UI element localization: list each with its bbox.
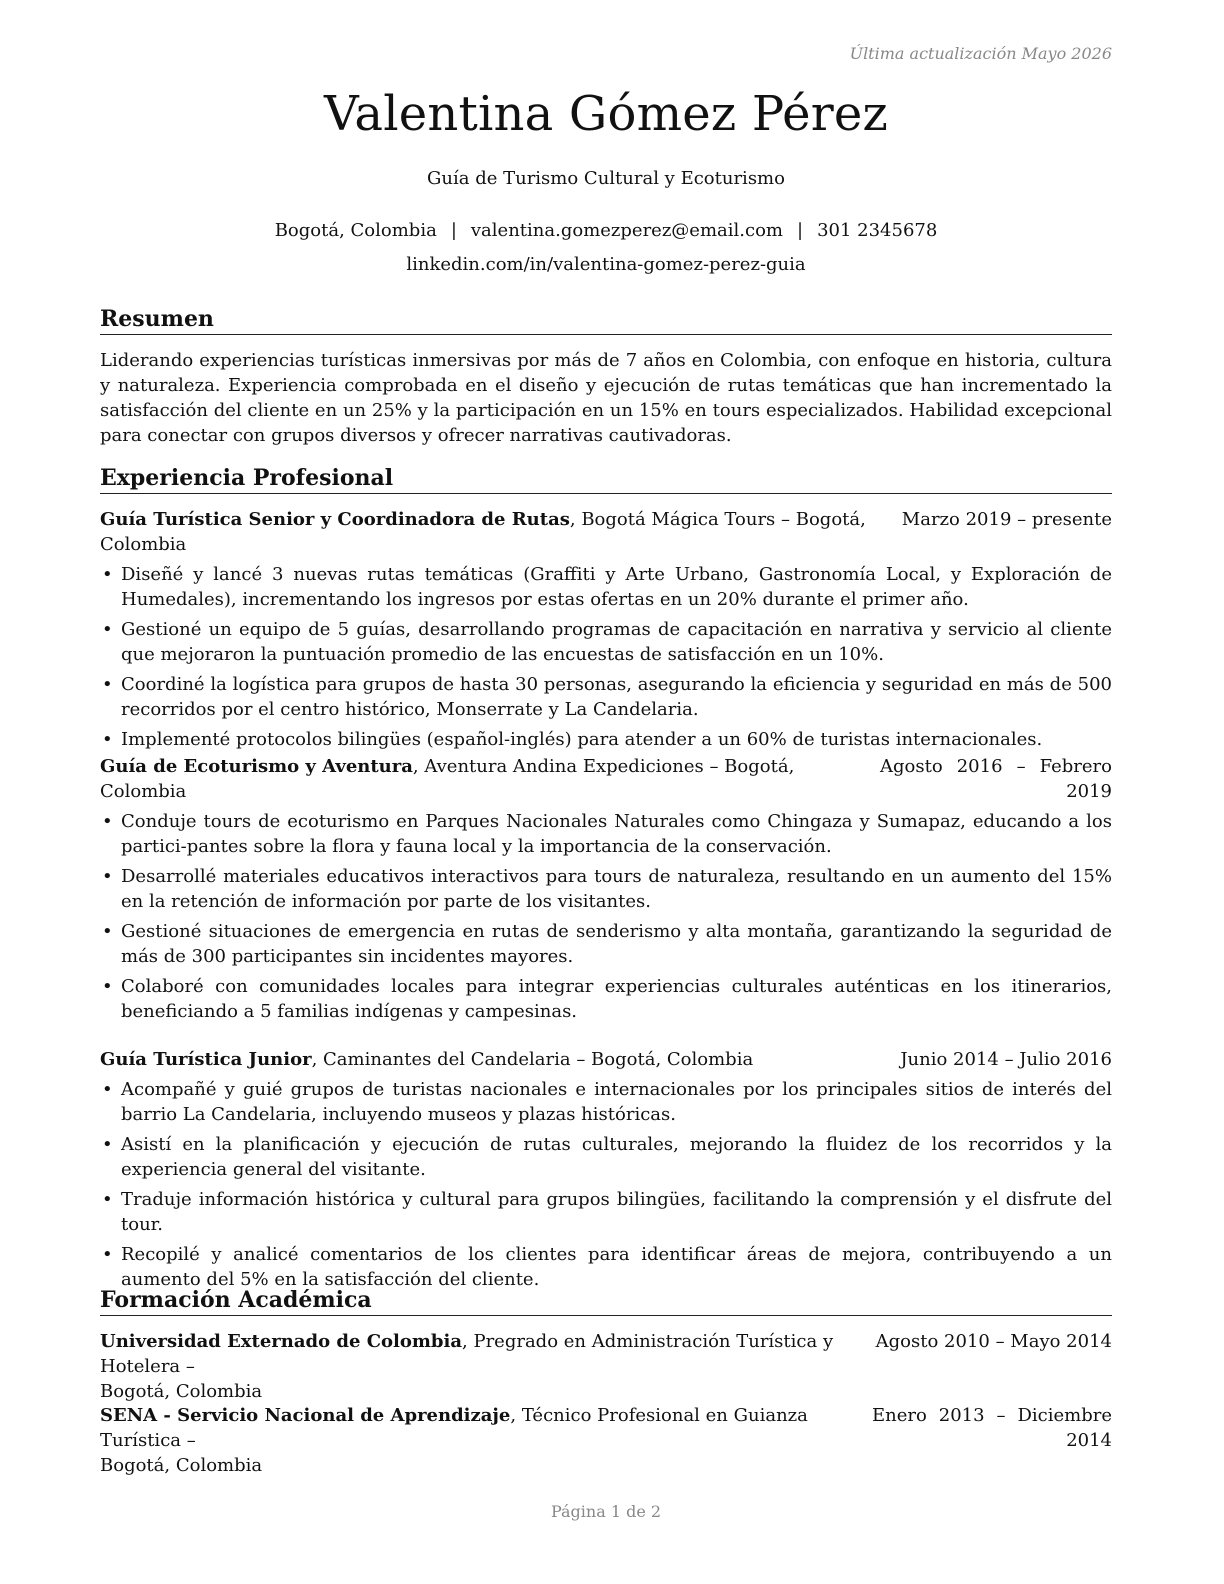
education-entry xyxy=(100,1403,1112,1478)
education-dates: Enero 2013 – Diciembre 2014 xyxy=(872,1405,1112,1451)
job-dates: Agosto 2016 – Febrero 2019 xyxy=(880,756,1112,802)
bullet-icon: • xyxy=(102,674,113,695)
bullet-item: • Gestioné situaciones de emergencia en rutas de senderismo y alta montaña, garantizando la seguridad de más de 300 participantes sin incidentes mayores. xyxy=(102,921,1112,967)
section-title-experience: Experiencia Profesional xyxy=(100,464,1112,494)
bullet-icon: • xyxy=(102,976,113,997)
candidate-role: Guía de Turismo Cultural y Ecoturismo xyxy=(427,168,785,189)
bullet-icon: • xyxy=(102,811,113,832)
job-header xyxy=(100,1047,1112,1072)
bullet-icon: • xyxy=(102,564,113,585)
page-number: Página 1 de 2 xyxy=(550,1502,662,1521)
job-dates: Junio 2014 – Julio 2016 xyxy=(900,1049,1112,1070)
bullet-icon: • xyxy=(102,1079,113,1100)
education-degree: , Técnico Profesional en Guianza Turística – xyxy=(100,1405,808,1451)
education-institution: Universidad Externado de Colombia xyxy=(100,1331,463,1352)
education-dates: Agosto 2010 – Mayo 2014 xyxy=(875,1331,1112,1352)
job-title: Guía de Ecoturismo y Aventura xyxy=(100,756,413,777)
education-entry xyxy=(100,1329,1112,1404)
section-title-summary: Resumen xyxy=(100,305,1112,335)
contact-location: Bogotá, Colombia xyxy=(274,220,437,241)
job-entry xyxy=(100,507,1112,757)
job-bullets xyxy=(100,562,1112,752)
candidate-name: Valentina Gómez Pérez xyxy=(323,86,889,142)
bullet-item: • Recopilé y analicé comentarios de los clientes para identificar áreas de mejora, contribuyendo a un aumento del 5% en la satisfacción del cliente. xyxy=(102,1244,1112,1290)
contact-phone: 301 2345678 xyxy=(817,220,938,241)
job-entry xyxy=(100,1047,1112,1297)
bullet-icon: • xyxy=(102,619,113,640)
contact-email[interactable]: valentina.gomezperez@email.com xyxy=(470,220,783,241)
job-header xyxy=(100,754,1112,804)
bullet-item: • Diseñé y lancé 3 nuevas rutas temáticas (Graffiti y Arte Urbano, Gastronomía Local, y Exploración de Humedales), incrementando los ingresos por estas ofertas en un 20% durante el primer año. xyxy=(102,564,1112,610)
linkedin-link[interactable]: linkedin.com/in/valentina-gomez-perez-guia xyxy=(406,254,806,275)
resume-page xyxy=(100,0,1112,1584)
bullet-item: • Acompañé y guié grupos de turistas nacionales e internacionales por los principales sitios de interés del barrio La Candelaria, incluyendo museos y plazas históricas. xyxy=(102,1079,1112,1125)
bullet-icon: • xyxy=(102,1244,113,1265)
bullet-item: • Conduje tours de ecoturismo en Parques Nacionales Naturales como Chingaza y Sumapaz, educando a los partici-pantes sobre la flora y fauna local y la importancia de la conservación. xyxy=(102,811,1112,857)
contact-separator: | xyxy=(450,220,457,241)
bullet-item: • Desarrollé materiales educativos interactivos para tours de naturaleza, resultando en un aumento del 15% en la retención de información por parte de los visitantes. xyxy=(102,866,1112,912)
job-company: , Bogotá Mágica Tours – Bogotá, Colombia xyxy=(100,509,866,555)
bullet-item: • Implementé protocolos bilingües (español-inglés) para atender a un 60% de turistas internacionales. xyxy=(102,729,1043,750)
bullet-item: • Colaboré con comunidades locales para integrar experiencias culturales auténticas en los itinerarios, beneficiando a 5 familias indígenas y campesinas. xyxy=(102,976,1112,1022)
bullet-icon: • xyxy=(102,866,113,887)
job-header xyxy=(100,507,1112,557)
bullet-item: • Coordiné la logística para grupos de hasta 30 personas, asegurando la eficiencia y seguridad en más de 500 recorridos por el centro histórico, Monserrate y La Candelaria. xyxy=(102,674,1112,720)
bullet-item: • Gestioné un equipo de 5 guías, desarrollando programas de capacitación en narrativa y servicio al cliente que mejoraron la puntuación promedio de las encuestas de satisfacción en un 10%. xyxy=(102,619,1112,665)
contact-line xyxy=(100,220,1112,241)
job-title: Guía Turística Senior y Coordinadora de Rutas xyxy=(100,509,570,530)
contact-separator: | xyxy=(796,220,804,241)
bullet-icon: • xyxy=(102,1134,113,1155)
job-bullets xyxy=(100,809,1112,1024)
job-bullets xyxy=(100,1077,1112,1292)
bullet-icon: • xyxy=(102,1189,113,1210)
job-company: , Aventura Andina Expediciones – Bogotá, Colombia xyxy=(100,756,795,802)
education-location: Bogotá, Colombia xyxy=(100,1381,263,1402)
job-entry xyxy=(100,754,1112,1029)
bullet-icon: • xyxy=(102,729,113,750)
summary-text: Liderando experiencias turísticas inmersivas por más de 7 años en Colombia, con enfoque en historia, cultura y naturaleza. Experiencia comprobada en el diseño y ejecución de rutas temáticas que han incrementado la satisfacción del cliente en un 25% y la participación en un 15% en tours especializados. Habilidad excepcional para conectar con grupos diversos y ofrecer narrativas cautivadoras. xyxy=(100,350,1112,446)
job-title: Guía Turística Junior xyxy=(100,1049,312,1070)
bullet-item: • Traduje información histórica y cultural para grupos bilingües, facilitando la comprensión y el disfrute del tour. xyxy=(102,1189,1112,1235)
job-dates: Marzo 2019 – presente xyxy=(901,509,1112,530)
bullet-icon: • xyxy=(102,921,113,942)
education-location: Bogotá, Colombia xyxy=(100,1455,263,1476)
education-institution: SENA - Servicio Nacional de Aprendizaje xyxy=(100,1405,511,1426)
section-title-education: Formación Académica xyxy=(100,1286,1112,1316)
bullet-item: • Asistí en la planificación y ejecución de rutas culturales, mejorando la fluidez de los recorridos y la experiencia general del visitante. xyxy=(102,1134,1112,1180)
job-company: , Caminantes del Candelaria – Bogotá, Colombia xyxy=(311,1049,754,1070)
last-updated: Última actualización Mayo 2026 xyxy=(849,44,1112,63)
education-degree: , Pregrado en Administración Turística y Hotelera – xyxy=(100,1331,834,1377)
